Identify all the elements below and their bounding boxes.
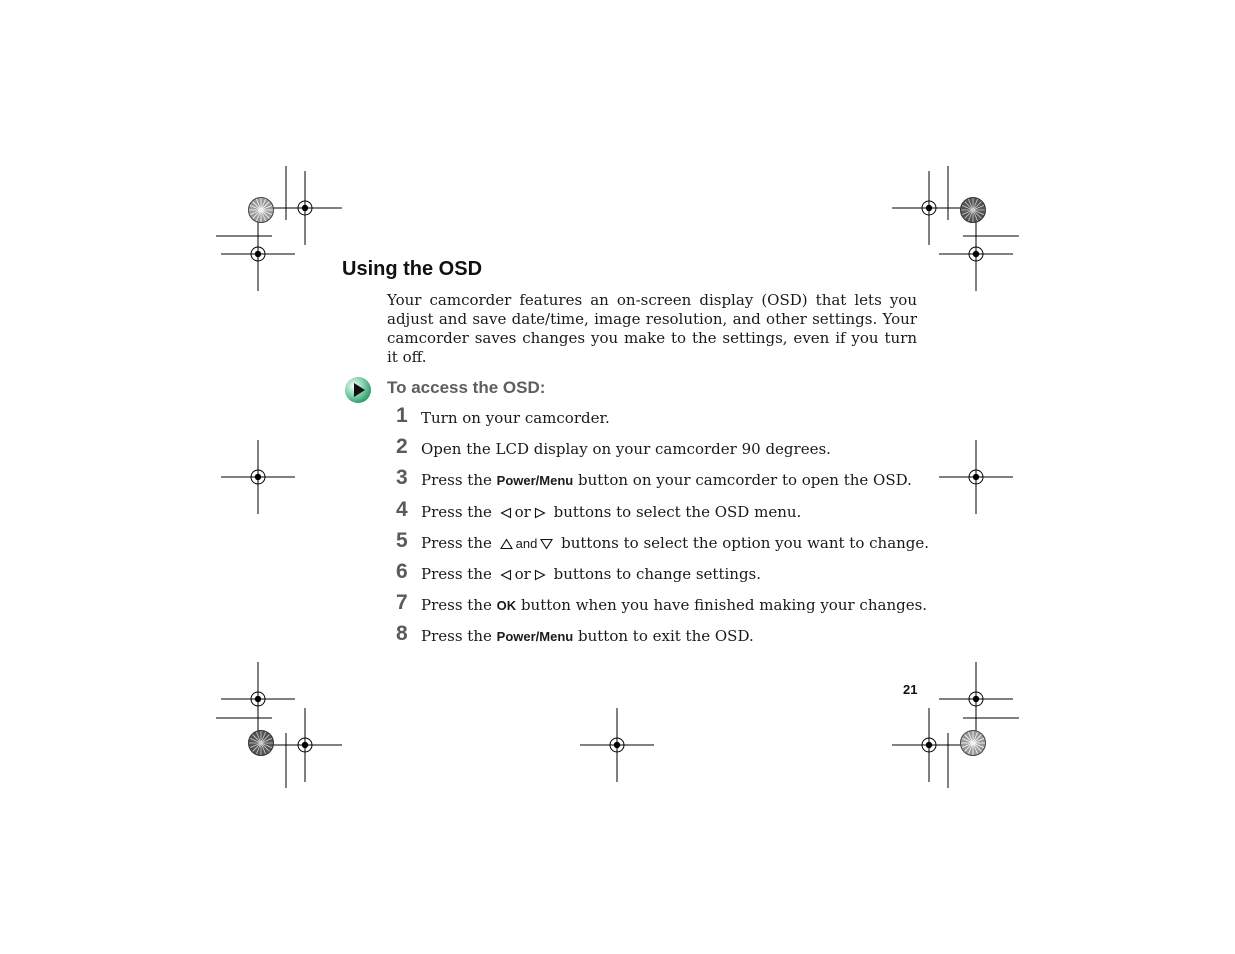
step-text-post: button on your camcorder to open the OSD. [578,471,912,490]
power-menu-button-label: Power/Menu [496,629,574,645]
step-text-pre: Press the [421,471,492,490]
step-text-pre: Press the [421,564,492,583]
step-number: 8 [396,622,408,646]
step-number: 6 [396,559,408,583]
step-text-mid: or [514,564,531,583]
page-number: 21 [903,682,918,697]
step-text [421,503,801,521]
intro-paragraph: Your camcorder features an on-screen display (OSD) that lets you adjust and save date/time, image resolution, and other settings. Your camcorder saves changes you make to the settings, even if you turn it off. [387,291,917,366]
right-arrow-icon [534,507,546,519]
left-arrow-icon [500,569,512,581]
procedure-title: To access the OSD: [387,378,546,397]
procedure-arrow-icon [344,376,372,404]
step-text [421,627,754,645]
step-number: 5 [396,528,408,552]
step-text [421,534,929,552]
step-text-pre: Press the [421,627,492,646]
right-arrow-icon [534,569,546,581]
step-text-pre: Press the [421,533,492,552]
ok-button-label: OK [496,598,517,614]
step-text-post: buttons to select the option you want to change. [561,533,930,552]
step-text-post: buttons to change settings. [553,564,762,583]
step-number: 3 [396,466,408,490]
step-number: 1 [396,404,408,427]
step-text-pre: Press the [421,596,492,615]
page-title: Using the OSD [342,258,483,280]
step-number: 4 [396,497,408,521]
step-text-post: button when you have finished making your changes. [520,596,928,615]
step-text-pre: Press the [421,502,492,521]
step-text-mid: or [514,502,531,521]
step-text-post: button to exit the OSD. [578,627,754,646]
step-text-mid: and [515,535,538,551]
down-arrow-icon [540,538,553,550]
power-menu-button-label: Power/Menu [496,473,574,489]
step-text-post: buttons to select the OSD menu. [553,502,802,521]
left-arrow-icon [500,507,512,519]
up-arrow-icon [500,538,513,550]
step-number: 2 [396,435,408,459]
step-text [421,596,927,614]
step-text [421,565,761,583]
step-text: Open the LCD display on your camcorder 90 degrees. [421,440,831,459]
step-number: 7 [396,591,408,615]
step-text [421,471,912,489]
step-text: Turn on your camcorder. [421,409,610,427]
